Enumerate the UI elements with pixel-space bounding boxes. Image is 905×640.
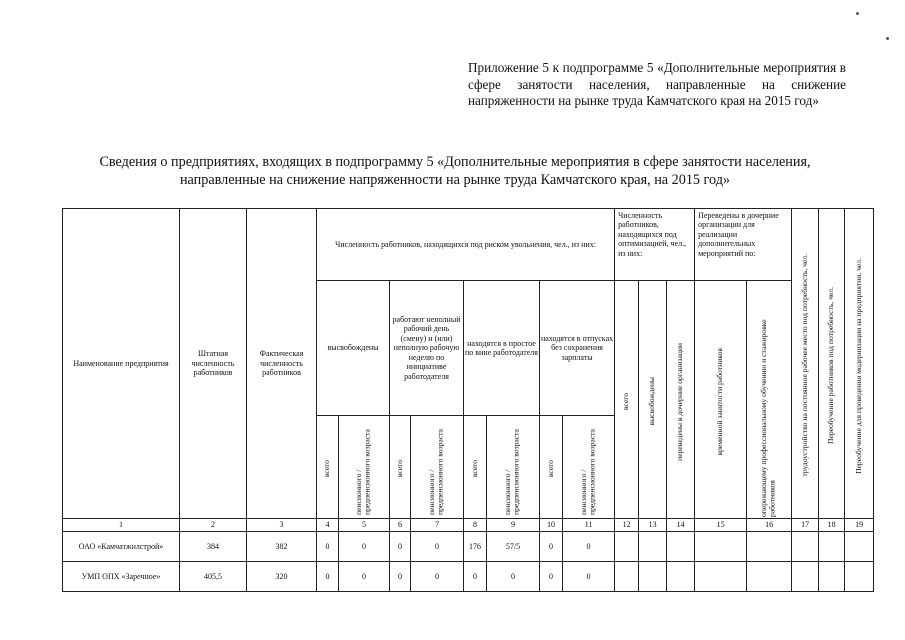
column-number: 18: [819, 519, 845, 532]
column-number: 3: [247, 519, 317, 532]
document-title: [60, 153, 850, 189]
appendix-note: Приложение 5 к подпрограмме 5 «Дополнительные мероприятия в сфере занятости населения, направленные на снижение напряженности на рынке труда Камчатского края на 2015 год»: [468, 60, 846, 109]
table-cell: 0: [411, 532, 464, 562]
header-retraining: Переобучение работников под потребность, чел.: [819, 209, 845, 519]
cell-actual: 320: [247, 562, 317, 592]
header-part-time: работают неполный рабочий день (смену) и (или) неполную рабочую неделю по инициативе работодателя: [390, 281, 464, 416]
header-opt-total: всего: [615, 281, 639, 519]
header-transferred-group: Переведены в дочерние организации для реализации дополнительных мероприятий по:: [695, 209, 792, 281]
header-opt-transferred: переведены в дочерние организации: [667, 281, 695, 519]
table-cell: 0: [339, 562, 390, 592]
column-number: 12: [615, 519, 639, 532]
table-cell: 57/5: [487, 532, 540, 562]
header-idle: находятся в простое по вине работодателя: [464, 281, 540, 416]
header-pension-age: пенсионного / предпенсионного возраста: [339, 416, 390, 519]
header-unpaid-leave: находятся в отпусках без сохранения зарплаты: [540, 281, 615, 416]
scan-mark: [856, 12, 859, 15]
column-number: 17: [792, 519, 819, 532]
table-cell: 0: [563, 562, 615, 592]
header-modernization: Переобучение для проведения модернизации на предприятии, чел.: [845, 209, 874, 519]
table-cell: [819, 532, 845, 562]
header-advanced-training: опережающему профессиональному обучению и стажировке работников: [747, 281, 792, 519]
column-number: 2: [180, 519, 247, 532]
column-number: 10: [540, 519, 563, 532]
header-pension-age: пенсионного / предпенсионного возраста: [487, 416, 540, 519]
table-cell: [845, 532, 874, 562]
table-cell: [819, 562, 845, 592]
table-cell: [792, 532, 819, 562]
header-optimization-group: Численность работников, находящихся под оптимизацией, чел., из них:: [615, 209, 695, 281]
table-cell: 0: [540, 562, 563, 592]
table-cell: 0: [563, 532, 615, 562]
table-cell: [639, 532, 667, 562]
column-number: 14: [667, 519, 695, 532]
column-number: 11: [563, 519, 615, 532]
header-risk-group: Численность работников, находящихся под риском увольнения, чел., из них:: [317, 209, 615, 281]
table-cell: [615, 532, 639, 562]
column-number: 5: [339, 519, 390, 532]
header-pension-age: пенсионного / предпенсионного возраста: [411, 416, 464, 519]
table-cell: 176: [464, 532, 487, 562]
table-row: [63, 532, 874, 562]
table-row: [63, 562, 874, 592]
column-number: 13: [639, 519, 667, 532]
header-opt-released: высвобождены: [639, 281, 667, 519]
column-number: 4: [317, 519, 339, 532]
enterprise-name: УМП ОПХ «Заречное»: [63, 562, 180, 592]
header-total: всего: [464, 416, 487, 519]
column-number: 16: [747, 519, 792, 532]
document-title-line-2: направленные на снижение напряженности на рынке труда Камчатского края, на 2015 год»: [179, 172, 731, 188]
table-cell: [747, 562, 792, 592]
table-cell: 0: [411, 562, 464, 592]
table-cell: [695, 562, 747, 592]
table-cell: 0: [390, 562, 411, 592]
table-cell: [639, 562, 667, 592]
table-cell: [792, 562, 819, 592]
column-number: 8: [464, 519, 487, 532]
document-title-line-1: Сведения о предприятиях, входящих в подпрограмму 5 «Дополнительные мероприятия в сфере занятости населения,: [99, 154, 811, 170]
table-cell: [747, 532, 792, 562]
column-number: 1: [63, 519, 180, 532]
header-total: всего: [317, 416, 339, 519]
table-cell: [695, 532, 747, 562]
table-cell: [615, 562, 639, 592]
column-number: 6: [390, 519, 411, 532]
table-cell: 0: [390, 532, 411, 562]
table-cell: [667, 532, 695, 562]
table-cell: 0: [317, 532, 339, 562]
enterprise-name: ОАО «Камчатжилстрой»: [63, 532, 180, 562]
table-cell: [845, 562, 874, 592]
header-released: высвобождены: [317, 281, 390, 416]
table-cell: 0: [339, 532, 390, 562]
header-temp-employment: временной занятости работников: [695, 281, 747, 519]
cell-staff: 384: [180, 532, 247, 562]
scan-mark: [886, 37, 889, 40]
header-name: Наименование предприятия: [63, 209, 180, 519]
header-permanent-place: трудоустройство на постоянное рабочее место под потребность, чел.: [792, 209, 819, 519]
table-cell: 0: [540, 532, 563, 562]
column-number: 19: [845, 519, 874, 532]
table-cell: 0: [317, 562, 339, 592]
header-total: всего: [390, 416, 411, 519]
cell-actual: 382: [247, 532, 317, 562]
column-number: 7: [411, 519, 464, 532]
cell-staff: 405,5: [180, 562, 247, 592]
header-total: всего: [540, 416, 563, 519]
table-cell: 0: [464, 562, 487, 592]
table-cell: [667, 562, 695, 592]
header-actual-count: Фактическая численность работников: [247, 209, 317, 519]
column-number-row: [63, 519, 874, 532]
header-pension-age: пенсионного / предпенсионного возраста: [563, 416, 615, 519]
header-staff-count: Штатная численность работников: [180, 209, 247, 519]
column-number: 9: [487, 519, 540, 532]
column-number: 15: [695, 519, 747, 532]
enterprises-table: [62, 208, 874, 592]
table-cell: 0: [487, 562, 540, 592]
